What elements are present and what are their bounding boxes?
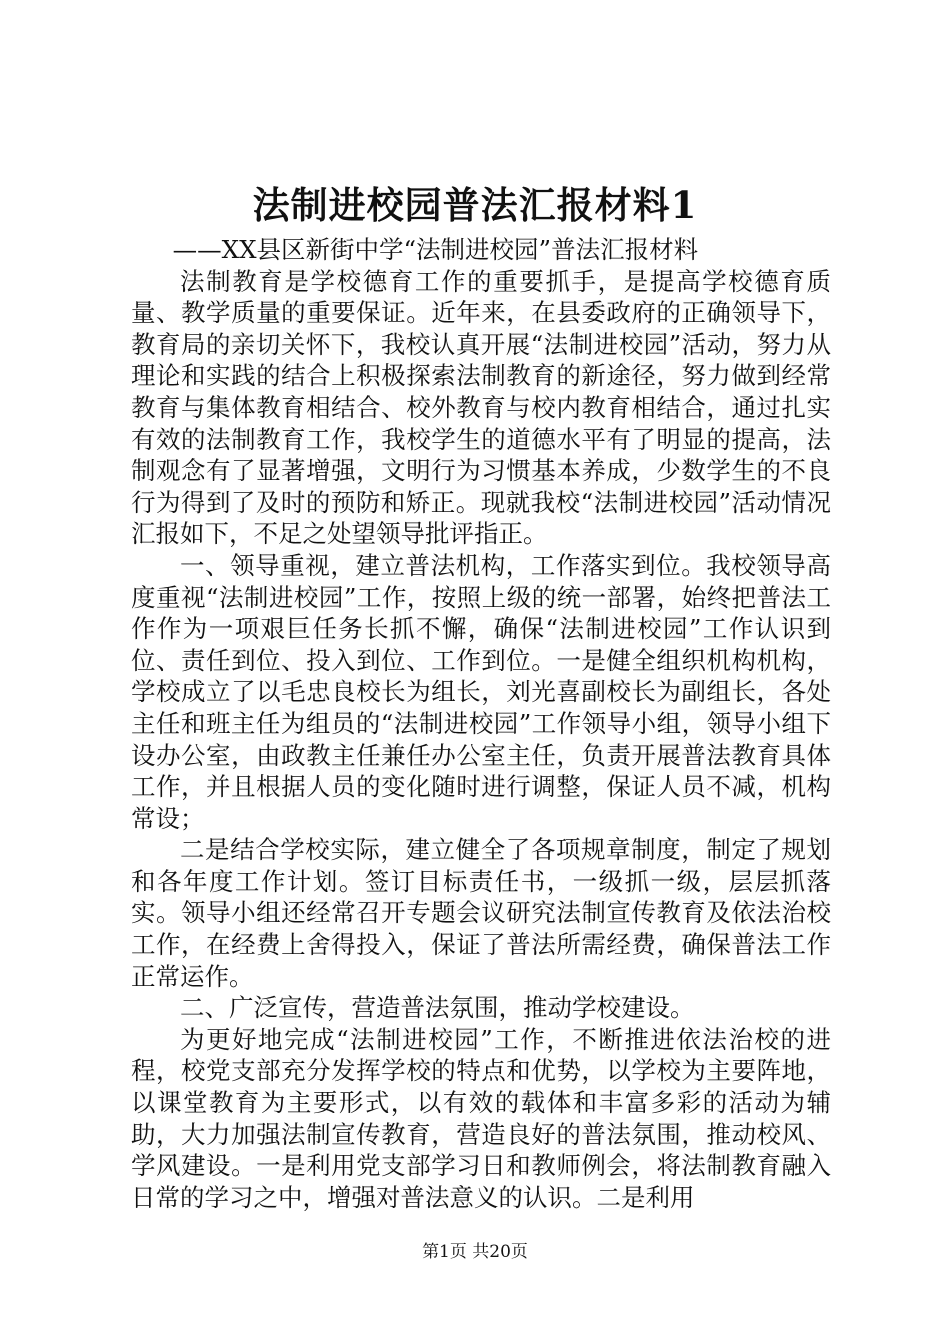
section-heading-2: 二、广泛宣传，营造普法氛围，推动学校建设。	[180, 993, 695, 1023]
paragraph-section-1: 一、领导重视，建立普法机构，工作落实到位。我校领导高度重视“法制进校园”工作，按照上级的统一部署，始终把普法工作作为一项艰巨任务长抓不懈，确保“法制进校园”工作认识到位、责任到位、投入到位、工作到位。一是健全组织机构机构，学校成立了以毛忠良校长为组长，刘光喜副校长为副组长，各处主任和班主任为组员的“法制进校园”工作领导小组，领导小组下设办公室，由政教主任兼任办公室主任，负责开展普法教育具体工作，并且根据人员的变化随时进行调整，保证人员不减，机构常设；	[131, 550, 831, 833]
document-body	[131, 234, 831, 1213]
paragraph-intro: 法制教育是学校德育工作的重要抓手，是提高学校德育质量、教学质量的重要保证。近年来，在县委政府的正确领导下，教育局的亲切关怀下，我校认真开展“法制进校园”活动，努力从理论和实践的结合上积极探索法制教育的新途径，努力做到经常教育与集体教育相结合、校外教育与校内教育相结合，通过扎实有效的法制教育工作，我校学生的道德水平有了明显的提高，法制观念有了显著增强，文明行为习惯基本养成，少数学生的不良行为得到了及时的预防和矫正。现就我校“法制进校园”活动情况汇报如下，不足之处望领导批评指正。	[131, 266, 831, 549]
document-title: 法制进校园普法汇报材料1	[252, 183, 698, 227]
paragraph-section-2: 为更好地完成“法制进校园”工作，不断推进依法治校的进程，校党支部充分发挥学校的特点和优势，以学校为主要阵地，以课堂教育为主要形式，以有效的载体和丰富多彩的活动为辅助，大力加强法制宣传教育，营造良好的普法氛围，推动校风、学风建设。一是利用党支部学习日和教师例会，将法制教育融入日常的学习之中，增强对普法意义的认识。二是利用	[131, 1024, 831, 1212]
document-subtitle: ——XX县区新街中学“法制进校园”普法汇报材料	[172, 235, 699, 264]
paragraph-section-1-part-2: 二是结合学校实际，建立健全了各项规章制度，制定了规划和各年度工作计划。签订目标责任书，一级抓一级，层层抓落实。领导小组还经常召开专题会议研究法制宣传教育及依法治校工作，在经费上舍得投入，保证了普法所需经费，确保普法工作正常运作。	[131, 835, 831, 991]
page-number: 第1页 共20页	[422, 1242, 528, 1262]
